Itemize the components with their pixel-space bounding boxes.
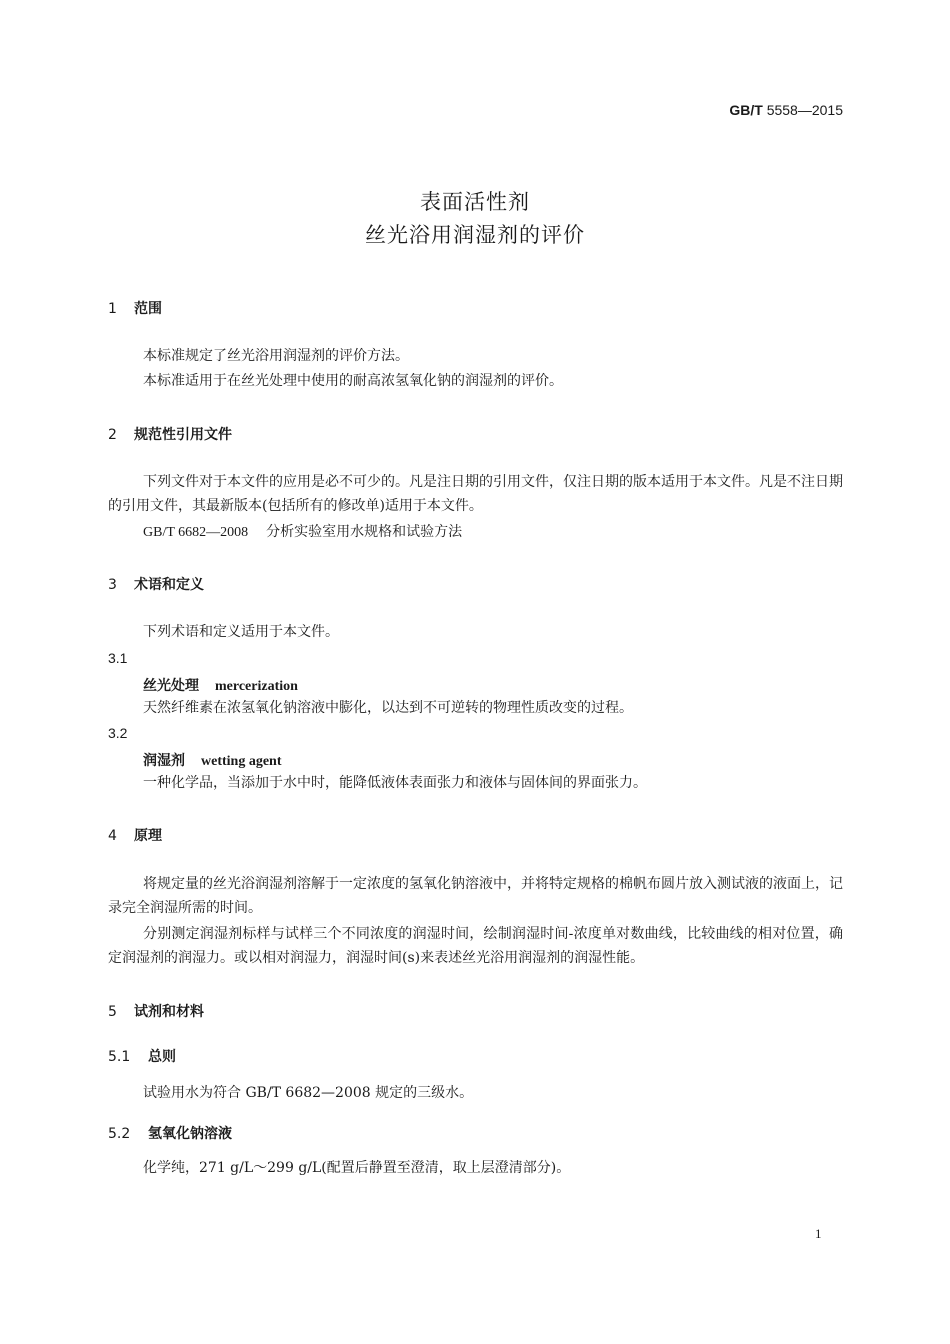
section-2-heading <box>108 424 232 444</box>
document-title-line2: 丝光浴用润湿剂的评价 <box>365 223 585 247</box>
section-3-heading <box>108 574 204 594</box>
section-number: 3 <box>108 577 117 593</box>
term-chinese: 润湿剂 <box>143 753 185 769</box>
term-definition: 一种化学品，当添加于水中时，能降低液体表面张力和液体与固体间的界面张力。 <box>143 775 647 791</box>
standard-code <box>729 102 843 118</box>
document-title-line1: 表面活性剂 <box>420 190 530 214</box>
section-4-paragraph-1: 将规定量的丝光浴润湿剂溶解于一定浓度的氢氧化钠溶液中，并将特定规格的棉帆布圆片放入测试液的液面上，记录完全润湿所需的时间。 <box>108 876 843 916</box>
normative-reference <box>143 520 462 545</box>
term-entry <box>143 675 298 695</box>
section-title: 范围 <box>134 301 162 317</box>
term-number: 3.1 <box>108 650 128 666</box>
term-english: wetting agent <box>201 754 282 769</box>
section-4-paragraph-2: 分别测定润湿剂标样与试样三个不同浓度的润湿时间，绘制润湿时间-浓度单对数曲线，比较曲线的相对位置，确定润湿剂的润湿力。或以相对润湿力，润湿时间(s)来表述丝光浴用润湿剂的润湿性能。 <box>108 926 843 966</box>
section-title: 原理 <box>134 828 162 844</box>
subsection-title: 氢氧化钠溶液 <box>148 1126 232 1142</box>
section-title: 术语和定义 <box>134 577 204 593</box>
subsection-number: 5.2 <box>108 1126 131 1142</box>
term-entry <box>143 750 282 770</box>
section-number: 1 <box>108 301 117 317</box>
term-number: 3.2 <box>108 725 128 741</box>
section-title: 试剂和材料 <box>134 1004 204 1020</box>
subsection-5-2-paragraph: 化学纯，271 g/L～299 g/L(配置后静置至澄清，取上层澄清部分)。 <box>143 1160 571 1176</box>
section-4-heading <box>108 825 162 845</box>
standard-prefix: GB/T <box>729 102 763 118</box>
subsection-5-2-heading <box>108 1123 232 1143</box>
section-1-heading <box>108 298 162 318</box>
reference-title: 分析实验室用水规格和试验方法 <box>266 524 463 540</box>
section-5-heading <box>108 1001 204 1021</box>
term-english: mercerization <box>215 679 298 694</box>
section-1-paragraph-2: 本标准适用于在丝光处理中使用的耐高浓氢氧化钠的润湿剂的评价。 <box>143 373 563 389</box>
term-chinese: 丝光处理 <box>143 678 199 694</box>
section-3-intro: 下列术语和定义适用于本文件。 <box>143 624 339 640</box>
section-2-paragraph: 下列文件对于本文件的应用是必不可少的。凡是注日期的引用文件，仅注日期的版本适用于本文件。凡是不注日期的引用文件，其最新版本(包括所有的修改单)适用于本文件。 <box>108 474 843 514</box>
page-number: 1 <box>815 1226 822 1241</box>
subsection-number: 5.1 <box>108 1049 131 1065</box>
section-number: 4 <box>108 828 117 844</box>
reference-code: GB/T 6682—2008 <box>143 525 249 540</box>
section-title: 规范性引用文件 <box>134 427 232 443</box>
subsection-title: 总则 <box>148 1049 176 1065</box>
term-definition: 天然纤维素在浓氢氧化钠溶液中膨化，以达到不可逆转的物理性质改变的过程。 <box>143 700 633 716</box>
section-1-paragraph-1: 本标准规定了丝光浴用润湿剂的评价方法。 <box>143 348 409 364</box>
section-number: 5 <box>108 1004 117 1020</box>
subsection-5-1-heading <box>108 1046 176 1066</box>
section-number: 2 <box>108 427 117 443</box>
subsection-5-1-paragraph: 试验用水为符合 GB/T 6682—2008 规定的三级水。 <box>143 1085 474 1101</box>
standard-number: 5558—2015 <box>766 102 843 118</box>
